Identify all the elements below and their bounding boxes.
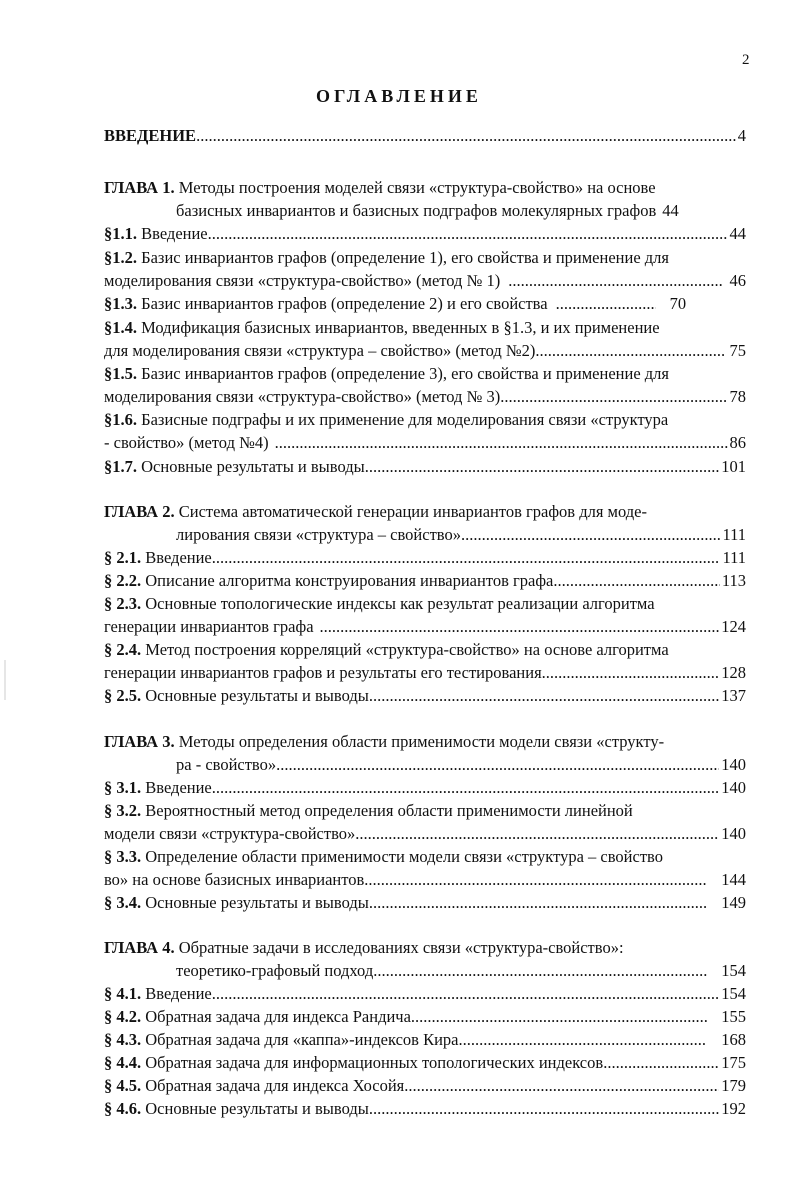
toc-bold-label: § 3.1. [104,778,142,797]
page-title: ОГЛАВЛЕНИЕ [316,86,482,106]
toc-entry-text: Основные результаты и выводы [145,686,369,705]
toc-leader-dots [196,124,736,148]
toc-bold-label: §1.4. [104,318,137,337]
toc-entry-text: Основные результаты и выводы [145,1099,369,1118]
toc-entry-text: Обратная задача для индекса Рандича [145,1007,411,1026]
toc-entry-text: базисных инвариантов и базисных подграфов молекулярных графов [176,201,657,220]
toc-entry-text: Обратная задача для «каппа»-индексов Кира [145,1030,459,1049]
toc-bold-label: ГЛАВА 4. [104,938,175,957]
toc-page-number: 111 [722,548,746,567]
toc-section-1-3[interactable] [104,292,746,316]
toc-bold-label: §1.5. [104,364,137,383]
toc-page-number: 175 [721,1053,746,1072]
toc-page-number: 70 [669,294,687,313]
toc-bold-label: § 2.3. [104,594,142,613]
toc-section-4-4[interactable] [104,1051,746,1075]
toc-leader-dots [553,569,720,593]
toc-leader-dots [212,546,721,570]
toc-section-3-1[interactable] [104,776,746,800]
toc-entry-text: моделирования связи «структура-свойство» (метод № 1) [104,271,501,290]
toc-leader-dots [461,523,720,547]
toc-bold-label: § 2.4. [104,640,142,659]
toc-entry-text: ра - свойство» [176,755,277,774]
toc-leader-dots [369,1097,719,1121]
toc-page-number: 155 [721,1007,746,1026]
toc-leader-dots [508,269,721,293]
toc-section-4-3[interactable] [104,1028,746,1052]
toc-entry-text: Базис инвариантов графов (определение 2) и его свойства [141,294,548,313]
toc-page-number: 124 [721,617,746,636]
toc-chapter-2-heading[interactable] [104,500,746,524]
page-number: 2 [742,52,750,68]
toc-page-number: 168 [721,1030,746,1049]
toc-bold-label: ГЛАВА 2. [104,502,175,521]
toc-page-number: 179 [721,1076,746,1095]
toc-section-2-5[interactable] [104,684,746,708]
toc-section-4-1[interactable] [104,982,746,1006]
toc-section-2-3[interactable] [104,592,746,616]
toc-entry-text: Методы построения моделей связи «структура-свойство» на основе [178,178,656,197]
toc-section-3-3-continuation[interactable] [104,868,746,892]
toc-bold-label: § 2.1. [104,548,142,567]
toc-section-1-5-continuation[interactable] [104,385,746,409]
toc-leader-dots [542,661,720,685]
toc-bold-label: § 4.2. [104,1007,142,1026]
toc-entry-introduction[interactable] [104,124,746,148]
toc-entry-text: - свойство» (метод №4) [104,433,269,452]
toc-page-number: 140 [721,755,746,774]
toc-page-number: 154 [721,961,746,980]
toc-section-2-4[interactable] [104,638,746,662]
toc-leader-dots [369,684,719,708]
scan-artifact [4,660,6,700]
toc-entry-text: Введение [145,548,212,567]
toc-section-4-5[interactable] [104,1074,746,1098]
toc-entry-text: Описание алгоритма конструирования инвариантов графа [145,571,554,590]
toc-leader-dots [365,455,720,479]
toc-bold-label: § 2.5. [104,686,142,705]
toc-bold-label: § 4.3. [104,1030,142,1049]
toc-leader-dots [275,431,728,455]
toc-chapter-3-continuation[interactable] [176,753,746,777]
toc-leader-dots [320,615,720,639]
toc-entry-text: Определение области применимости модели связи «структура – свойство [145,847,663,866]
toc-section-1-2[interactable] [104,246,746,270]
toc-bold-label: § 3.4. [104,893,142,912]
toc-section-3-4[interactable] [104,891,746,915]
toc-section-1-1[interactable] [104,222,746,246]
toc-leader-dots [411,1005,707,1029]
toc-page-number: 154 [721,984,746,1003]
toc-page-number: 113 [721,571,746,590]
toc-page-number: 75 [729,341,746,360]
toc-section-2-4-continuation[interactable] [104,661,746,685]
toc-entry-text: Основные топологические индексы как результат реализации алгоритма [145,594,655,613]
toc-leader-dots [556,292,656,316]
toc-leader-dots [212,776,719,800]
toc-leader-dots [603,1051,719,1075]
toc-entry-text: Обратная задача для индекса Хосойя [145,1076,405,1095]
toc-entry-text: моделирования связи «структура-свойство» (метод № 3) [104,387,501,406]
toc-section-3-2[interactable] [104,799,746,823]
toc-chapter-1-heading[interactable] [104,176,746,200]
toc-bold-label: §1.6. [104,410,137,429]
toc-section-1-2-continuation[interactable] [104,269,746,293]
toc-entry-text: Обратная задача для информационных топологических индексов [145,1053,604,1072]
toc-leader-dots [535,339,723,363]
toc-chapter-1-continuation[interactable] [176,199,746,223]
toc-bold-label: § 2.2. [104,571,142,590]
toc-page-number: 46 [729,271,746,290]
toc-bold-label: § 4.1. [104,984,142,1003]
toc-entry-text: Методы определения области применимости модели связи «структу- [178,732,665,751]
toc-bold-label: § 4.5. [104,1076,142,1095]
toc-section-1-6[interactable] [104,408,746,432]
toc-bold-label: §1.1. [104,224,137,243]
toc-bold-label: §1.7. [104,457,137,476]
toc-entry-text: Введение [145,778,212,797]
toc-page-number: 192 [721,1099,746,1118]
toc-bold-label: ГЛАВА 3. [104,732,175,751]
toc-entry-text: Базис инвариантов графов (определение 1), его свойства и применение для [141,248,669,267]
toc-entry-text: генерации инвариантов графа [104,617,314,636]
toc-chapter-4-continuation[interactable] [176,959,746,983]
toc-leader-dots [459,1028,708,1052]
toc-entry-text: Основные результаты и выводы [141,457,365,476]
toc-leader-dots [212,982,719,1006]
toc-leader-dots [373,959,707,983]
toc-entry-text: Метод построения корреляций «структура-свойство» на основе алгоритма [145,640,669,659]
toc-entry-text: Введение [145,984,212,1003]
toc-entry-text: для моделирования связи «структура – свойство» (метод №2) [104,341,536,360]
toc-entry-text: генерации инвариантов графов и результаты его тестирования [104,663,542,682]
toc-bold-label: § 4.4. [104,1053,142,1072]
toc-page-number: 149 [721,893,746,912]
toc-section-1-6-continuation[interactable] [104,431,746,455]
toc-bold-label: § 3.2. [104,801,142,820]
toc-entry-text: Базисные подграфы и их применение для моделирования связи «структура [141,410,669,429]
toc-entry-text: модели связи «структура-свойство» [104,824,356,843]
toc-leader-dots [276,753,719,777]
toc-section-2-3-continuation[interactable] [104,615,746,639]
toc-section-1-4-continuation[interactable] [104,339,746,363]
toc-chapter-2-continuation[interactable] [176,523,746,547]
toc-leader-dots [404,1074,719,1098]
toc-section-4-6[interactable] [104,1097,746,1121]
toc-leader-dots [208,222,728,246]
toc-section-3-2-continuation[interactable] [104,822,746,846]
toc-bold-label: §1.3. [104,294,137,313]
toc-section-1-7[interactable] [104,455,746,479]
toc-entry-text: Модификация базисных инвариантов, введенных в §1.3, и их применение [141,318,660,337]
toc-leader-dots [500,385,727,409]
toc-page-number: 78 [729,387,746,406]
toc-chapter-4-heading[interactable] [104,936,746,960]
toc-section-2-1[interactable] [104,546,746,570]
toc-bold-label: ВВЕДЕНИЕ [104,126,197,145]
toc-bold-label: § 4.6. [104,1099,142,1118]
toc-leader-dots [364,868,707,892]
toc-section-2-2[interactable] [104,569,746,593]
toc-entry-text: Вероятностный метод определения области применимости линейной [145,801,633,820]
toc-page-number: 44 [729,224,746,243]
toc-bold-label: §1.2. [104,248,137,267]
toc-entry-text: во» на основе базисных инвариантов [104,870,365,889]
toc-page-number: 137 [721,686,746,705]
toc-bold-label: ГЛАВА 1. [104,178,175,197]
toc-section-3-3[interactable] [104,845,746,869]
toc-entry-text: Обратные задачи в исследованиях связи «структура-свойство»: [178,938,624,957]
toc-entry-text: Система автоматической генерации инвариантов графов для моде- [178,502,647,521]
toc-page-number: 44 [662,201,679,220]
toc-entry-text: Введение [141,224,208,243]
toc-page-number: 101 [721,457,746,476]
toc-entry-text: теоретико-графовый подход [176,961,374,980]
toc-leader-dots [355,822,719,846]
toc-page-number: 140 [721,824,746,843]
toc-leader-dots [369,891,707,915]
toc-page-number: 140 [721,778,746,797]
toc-page-number: 128 [721,663,746,682]
toc-entry-text: Основные результаты и выводы [145,893,369,912]
toc-page-number: 86 [729,433,746,452]
toc-entry-text: Базис инвариантов графов (определение 3), его свойства и применение для [141,364,669,383]
toc-bold-label: § 3.3. [104,847,142,866]
toc-section-1-4[interactable] [104,316,746,340]
toc-page-number: 144 [721,870,746,889]
toc-entry-text: лирования связи «структура – свойство» [176,525,461,544]
toc-section-4-2[interactable] [104,1005,746,1029]
toc-chapter-3-heading[interactable] [104,730,746,754]
toc-page-number: 4 [737,126,746,145]
toc-section-1-5[interactable] [104,362,746,386]
toc-page-number: 111 [722,525,746,544]
